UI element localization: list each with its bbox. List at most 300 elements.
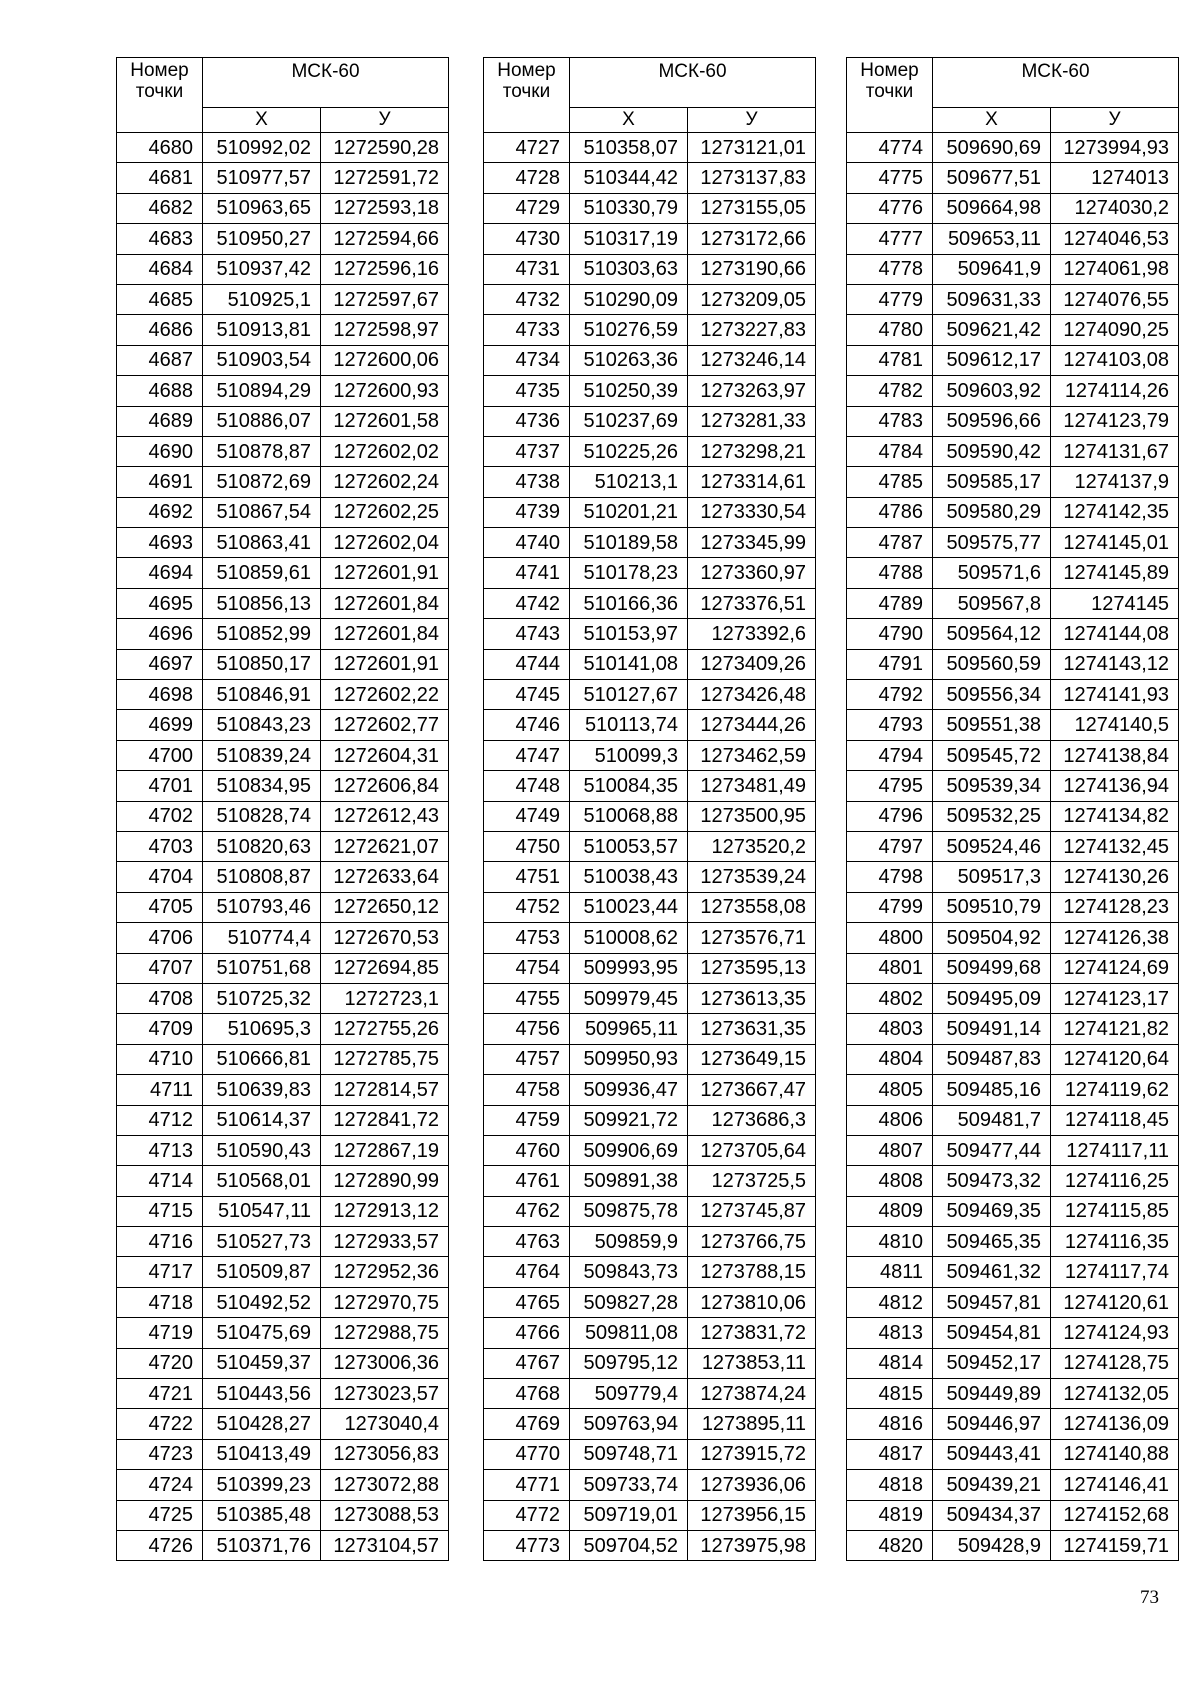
point-number-cell: 4704	[117, 862, 203, 892]
y-cell: 1274138,84	[1051, 740, 1179, 770]
x-cell: 509567,8	[933, 588, 1051, 618]
table-row	[847, 1196, 1179, 1226]
point-number-cell: 4766	[484, 1318, 570, 1348]
x-cell: 509524,46	[933, 831, 1051, 861]
y-cell: 1272633,64	[321, 862, 449, 892]
point-number-cell: 4819	[847, 1500, 933, 1530]
point-number-cell: 4813	[847, 1318, 933, 1348]
y-cell: 1273539,24	[688, 862, 816, 892]
x-cell: 509585,17	[933, 467, 1051, 497]
point-number-cell: 4680	[117, 133, 203, 163]
point-number-cell: 4688	[117, 376, 203, 406]
point-number-cell: 4762	[484, 1196, 570, 1226]
point-number-cell: 4811	[847, 1257, 933, 1287]
table-row	[484, 1348, 816, 1378]
point-number-cell: 4808	[847, 1166, 933, 1196]
y-cell: 1273595,13	[688, 953, 816, 983]
x-cell: 510725,32	[203, 983, 321, 1013]
y-cell: 1273360,97	[688, 558, 816, 588]
header-point-number	[847, 58, 933, 133]
y-cell: 1272867,19	[321, 1135, 449, 1165]
table-row	[117, 376, 449, 406]
x-cell: 509993,95	[570, 953, 688, 983]
table-row	[484, 376, 816, 406]
point-number-cell: 4747	[484, 740, 570, 770]
table-row	[117, 1105, 449, 1135]
point-number-cell: 4763	[484, 1227, 570, 1257]
point-number-cell: 4779	[847, 284, 933, 314]
table-row	[117, 254, 449, 284]
x-cell: 509545,72	[933, 740, 1051, 770]
y-cell: 1273227,83	[688, 315, 816, 345]
table-row	[847, 558, 1179, 588]
point-number-cell: 4689	[117, 406, 203, 436]
point-number-cell: 4735	[484, 376, 570, 406]
table-row	[847, 831, 1179, 861]
point-number-cell: 4806	[847, 1105, 933, 1135]
point-number-cell: 4783	[847, 406, 933, 436]
x-cell: 509979,45	[570, 983, 688, 1013]
point-number-cell: 4792	[847, 680, 933, 710]
point-number-cell: 4683	[117, 224, 203, 254]
page-number: 73	[1140, 1587, 1159, 1608]
table-row	[484, 558, 816, 588]
x-cell: 509556,34	[933, 680, 1051, 710]
table-row	[117, 801, 449, 831]
x-cell: 510639,83	[203, 1075, 321, 1105]
x-cell: 509449,89	[933, 1379, 1051, 1409]
y-cell: 1273345,99	[688, 528, 816, 558]
y-cell: 1272602,22	[321, 680, 449, 710]
table-row	[484, 953, 816, 983]
y-cell: 1273766,75	[688, 1227, 816, 1257]
table-row	[847, 801, 1179, 831]
x-cell: 509446,97	[933, 1409, 1051, 1439]
table-row	[484, 1470, 816, 1500]
x-cell: 510303,63	[570, 254, 688, 284]
point-number-cell: 4710	[117, 1044, 203, 1074]
y-cell: 1273788,15	[688, 1257, 816, 1287]
y-cell: 1273462,59	[688, 740, 816, 770]
point-number-cell: 4696	[117, 619, 203, 649]
y-cell: 1274142,35	[1051, 497, 1179, 527]
x-cell: 509891,38	[570, 1166, 688, 1196]
y-cell: 1273613,35	[688, 983, 816, 1013]
point-number-cell: 4722	[117, 1409, 203, 1439]
x-cell: 510808,87	[203, 862, 321, 892]
y-cell: 1272988,75	[321, 1318, 449, 1348]
point-number-cell: 4728	[484, 163, 570, 193]
table-row	[847, 406, 1179, 436]
x-cell: 509811,08	[570, 1318, 688, 1348]
x-cell: 510225,26	[570, 436, 688, 466]
x-cell: 509690,69	[933, 133, 1051, 163]
y-cell: 1273936,06	[688, 1470, 816, 1500]
x-cell: 509491,14	[933, 1014, 1051, 1044]
point-number-cell: 4736	[484, 406, 570, 436]
x-cell: 509510,79	[933, 892, 1051, 922]
table-row	[117, 1166, 449, 1196]
table-row	[847, 1014, 1179, 1044]
point-number-cell: 4756	[484, 1014, 570, 1044]
table-row	[117, 1196, 449, 1226]
x-cell: 510894,29	[203, 376, 321, 406]
point-number-cell: 4705	[117, 892, 203, 922]
y-cell: 1274140,88	[1051, 1439, 1179, 1469]
point-number-cell: 4804	[847, 1044, 933, 1074]
table-row	[117, 284, 449, 314]
header-y: У	[1051, 108, 1179, 133]
x-cell: 510913,81	[203, 315, 321, 345]
y-cell: 1272596,16	[321, 254, 449, 284]
table-row	[847, 528, 1179, 558]
table-row	[117, 649, 449, 679]
x-cell: 509564,12	[933, 619, 1051, 649]
table-row	[484, 771, 816, 801]
y-cell: 1273649,15	[688, 1044, 816, 1074]
x-cell: 509485,16	[933, 1075, 1051, 1105]
table-row	[117, 619, 449, 649]
y-cell: 1273281,33	[688, 406, 816, 436]
point-number-cell: 4707	[117, 953, 203, 983]
table-row	[484, 1318, 816, 1348]
y-cell: 1274120,64	[1051, 1044, 1179, 1074]
table-row	[117, 163, 449, 193]
table-row	[847, 1439, 1179, 1469]
x-cell: 510358,07	[570, 133, 688, 163]
y-cell: 1274076,55	[1051, 284, 1179, 314]
y-cell: 1274090,25	[1051, 315, 1179, 345]
x-cell: 509465,35	[933, 1227, 1051, 1257]
table-row	[117, 133, 449, 163]
point-number-cell: 4699	[117, 710, 203, 740]
y-cell: 1274121,82	[1051, 1014, 1179, 1044]
point-number-cell: 4684	[117, 254, 203, 284]
y-cell: 1274124,69	[1051, 953, 1179, 983]
point-number-cell: 4706	[117, 923, 203, 953]
x-cell: 510527,73	[203, 1227, 321, 1257]
point-number-cell: 4682	[117, 193, 203, 223]
table-row	[847, 1379, 1179, 1409]
point-number-cell: 4702	[117, 801, 203, 831]
table-row	[117, 406, 449, 436]
y-cell: 1274124,93	[1051, 1318, 1179, 1348]
point-number-cell: 4776	[847, 193, 933, 223]
y-cell: 1274128,75	[1051, 1348, 1179, 1378]
y-cell: 1274152,68	[1051, 1500, 1179, 1530]
x-cell: 509950,93	[570, 1044, 688, 1074]
x-cell: 510443,56	[203, 1379, 321, 1409]
x-cell: 510547,11	[203, 1196, 321, 1226]
x-cell: 509477,44	[933, 1135, 1051, 1165]
x-cell: 509517,3	[933, 862, 1051, 892]
table-row	[117, 983, 449, 1013]
point-number-cell: 4695	[117, 588, 203, 618]
point-number-cell: 4799	[847, 892, 933, 922]
x-cell: 510859,61	[203, 558, 321, 588]
table-row	[484, 710, 816, 740]
point-number-cell: 4701	[117, 771, 203, 801]
y-cell: 1272600,93	[321, 376, 449, 406]
point-number-cell: 4797	[847, 831, 933, 861]
point-number-cell: 4723	[117, 1439, 203, 1469]
y-cell: 1274117,11	[1051, 1135, 1179, 1165]
y-cell: 1274061,98	[1051, 254, 1179, 284]
point-number-cell: 4750	[484, 831, 570, 861]
table-row	[847, 923, 1179, 953]
y-cell: 1273576,71	[688, 923, 816, 953]
y-cell: 1272670,53	[321, 923, 449, 953]
y-cell: 1272597,67	[321, 284, 449, 314]
y-cell: 1272600,06	[321, 345, 449, 375]
table-row	[484, 1257, 816, 1287]
y-cell: 1273246,14	[688, 345, 816, 375]
table-row	[847, 1500, 1179, 1530]
x-cell: 510008,62	[570, 923, 688, 953]
point-number-cell: 4711	[117, 1075, 203, 1105]
point-number-cell: 4738	[484, 467, 570, 497]
x-cell: 510839,24	[203, 740, 321, 770]
table-row	[484, 528, 816, 558]
point-number-cell: 4772	[484, 1500, 570, 1530]
point-number-cell: 4681	[117, 163, 203, 193]
point-number-cell: 4742	[484, 588, 570, 618]
x-cell: 509748,71	[570, 1439, 688, 1469]
point-number-cell: 4726	[117, 1530, 203, 1560]
y-cell: 1273409,26	[688, 649, 816, 679]
table-row	[847, 953, 1179, 983]
x-cell: 510213,1	[570, 467, 688, 497]
y-cell: 1274145	[1051, 588, 1179, 618]
point-number-cell: 4708	[117, 983, 203, 1013]
point-number-cell: 4785	[847, 467, 933, 497]
point-number-cell: 4820	[847, 1530, 933, 1560]
point-number-cell: 4781	[847, 345, 933, 375]
point-number-cell: 4700	[117, 740, 203, 770]
y-cell: 1272602,25	[321, 497, 449, 527]
y-cell: 1274145,01	[1051, 528, 1179, 558]
y-cell: 1273558,08	[688, 892, 816, 922]
point-number-cell: 4764	[484, 1257, 570, 1287]
point-number-cell: 4773	[484, 1530, 570, 1560]
point-number-cell: 4805	[847, 1075, 933, 1105]
point-number-cell: 4790	[847, 619, 933, 649]
x-cell: 509936,47	[570, 1075, 688, 1105]
point-number-cell: 4720	[117, 1348, 203, 1378]
y-cell: 1273040,4	[321, 1409, 449, 1439]
table-row	[117, 1287, 449, 1317]
table-row	[117, 1257, 449, 1287]
x-cell: 509539,34	[933, 771, 1051, 801]
table-row	[484, 680, 816, 710]
table-row	[847, 588, 1179, 618]
point-number-cell: 4815	[847, 1379, 933, 1409]
y-cell: 1272602,02	[321, 436, 449, 466]
point-number-cell: 4690	[117, 436, 203, 466]
x-cell: 509795,12	[570, 1348, 688, 1378]
point-number-cell: 4816	[847, 1409, 933, 1439]
table-row	[117, 1044, 449, 1074]
table-row	[484, 649, 816, 679]
y-cell: 1272841,72	[321, 1105, 449, 1135]
x-cell: 510925,1	[203, 284, 321, 314]
x-cell: 509481,7	[933, 1105, 1051, 1135]
y-cell: 1272890,99	[321, 1166, 449, 1196]
point-number-cell: 4784	[847, 436, 933, 466]
point-number-cell: 4770	[484, 1439, 570, 1469]
table-row	[484, 1166, 816, 1196]
y-cell: 1273137,83	[688, 163, 816, 193]
point-number-cell: 4693	[117, 528, 203, 558]
y-cell: 1273853,11	[688, 1348, 816, 1378]
y-cell: 1274120,61	[1051, 1287, 1179, 1317]
y-cell: 1273895,11	[688, 1409, 816, 1439]
table-row	[847, 1470, 1179, 1500]
x-cell: 510084,35	[570, 771, 688, 801]
x-cell: 510666,81	[203, 1044, 321, 1074]
table-row	[117, 1227, 449, 1257]
table-row	[847, 254, 1179, 284]
table-row	[484, 1439, 816, 1469]
table-row	[117, 862, 449, 892]
x-cell: 510276,59	[570, 315, 688, 345]
point-number-cell: 4801	[847, 953, 933, 983]
x-cell: 510385,48	[203, 1500, 321, 1530]
point-number-cell: 4793	[847, 710, 933, 740]
x-cell: 510872,69	[203, 467, 321, 497]
coordinates-table-1	[116, 57, 449, 1561]
y-cell: 1273810,06	[688, 1287, 816, 1317]
x-cell: 509859,9	[570, 1227, 688, 1257]
point-number-cell: 4812	[847, 1287, 933, 1317]
point-number-cell: 4709	[117, 1014, 203, 1044]
x-cell: 510237,69	[570, 406, 688, 436]
table-row	[117, 771, 449, 801]
y-cell: 1273263,97	[688, 376, 816, 406]
table-row	[484, 1105, 816, 1135]
point-number-cell: 4733	[484, 315, 570, 345]
y-cell: 1274123,17	[1051, 983, 1179, 1013]
header-msk: МСК-60	[570, 58, 816, 108]
x-cell: 510846,91	[203, 680, 321, 710]
table-row	[117, 193, 449, 223]
x-cell: 510099,3	[570, 740, 688, 770]
y-cell: 1274115,85	[1051, 1196, 1179, 1226]
table-row	[847, 1227, 1179, 1257]
x-cell: 510399,23	[203, 1470, 321, 1500]
x-cell: 510828,74	[203, 801, 321, 831]
x-cell: 510330,79	[570, 193, 688, 223]
table-row	[484, 1379, 816, 1409]
table-row	[484, 497, 816, 527]
table-row	[117, 740, 449, 770]
point-number-cell: 4743	[484, 619, 570, 649]
point-number-cell: 4692	[117, 497, 203, 527]
table-row	[117, 315, 449, 345]
header-x: Х	[933, 108, 1051, 133]
x-cell: 510263,36	[570, 345, 688, 375]
table-row	[484, 163, 816, 193]
header-point-number	[117, 58, 203, 133]
x-cell: 509575,77	[933, 528, 1051, 558]
y-cell: 1274013	[1051, 163, 1179, 193]
table-row	[484, 1500, 816, 1530]
y-cell: 1272602,77	[321, 710, 449, 740]
y-cell: 1273631,35	[688, 1014, 816, 1044]
point-number-cell: 4757	[484, 1044, 570, 1074]
table-row	[117, 831, 449, 861]
point-number-cell: 4698	[117, 680, 203, 710]
table-row	[847, 1166, 1179, 1196]
point-number-cell: 4731	[484, 254, 570, 284]
y-cell: 1272621,07	[321, 831, 449, 861]
x-cell: 510867,54	[203, 497, 321, 527]
table-row	[847, 1409, 1179, 1439]
y-cell: 1274114,26	[1051, 376, 1179, 406]
point-number-cell: 4765	[484, 1287, 570, 1317]
point-number-cell: 4767	[484, 1348, 570, 1378]
x-cell: 510509,87	[203, 1257, 321, 1287]
x-cell: 510068,88	[570, 801, 688, 831]
y-cell: 1272598,97	[321, 315, 449, 345]
x-cell: 510153,97	[570, 619, 688, 649]
point-number-cell: 4774	[847, 133, 933, 163]
y-cell: 1273915,72	[688, 1439, 816, 1469]
x-cell: 510590,43	[203, 1135, 321, 1165]
x-cell: 509719,01	[570, 1500, 688, 1530]
x-cell: 509499,68	[933, 953, 1051, 983]
table-row	[117, 1530, 449, 1560]
point-number-cell: 4753	[484, 923, 570, 953]
x-cell: 510878,87	[203, 436, 321, 466]
table-row	[847, 224, 1179, 254]
y-cell: 1273314,61	[688, 467, 816, 497]
y-cell: 1273520,2	[688, 831, 816, 861]
point-number-cell: 4800	[847, 923, 933, 953]
point-number-cell: 4729	[484, 193, 570, 223]
point-number-cell: 4768	[484, 1379, 570, 1409]
point-number-cell: 4712	[117, 1105, 203, 1135]
y-cell: 1274144,08	[1051, 619, 1179, 649]
table-row	[847, 1318, 1179, 1348]
y-cell: 1273056,83	[321, 1439, 449, 1469]
table-row	[847, 467, 1179, 497]
x-cell: 509434,37	[933, 1500, 1051, 1530]
table-row	[847, 193, 1179, 223]
table-row	[484, 801, 816, 831]
point-number-cell: 4744	[484, 649, 570, 679]
point-number-cell: 4787	[847, 528, 933, 558]
x-cell: 510977,57	[203, 163, 321, 193]
point-number-cell: 4715	[117, 1196, 203, 1226]
point-number-cell: 4758	[484, 1075, 570, 1105]
table-row	[117, 224, 449, 254]
x-cell: 509452,17	[933, 1348, 1051, 1378]
point-number-cell: 4686	[117, 315, 203, 345]
x-cell: 510695,3	[203, 1014, 321, 1044]
y-cell: 1272785,75	[321, 1044, 449, 1074]
y-cell: 1274159,71	[1051, 1530, 1179, 1560]
table-row	[847, 1530, 1179, 1560]
table-row	[847, 1044, 1179, 1074]
x-cell: 509733,74	[570, 1470, 688, 1500]
x-cell: 509631,33	[933, 284, 1051, 314]
x-cell: 509621,42	[933, 315, 1051, 345]
y-cell: 1273392,6	[688, 619, 816, 649]
x-cell: 509454,81	[933, 1318, 1051, 1348]
x-cell: 510127,67	[570, 680, 688, 710]
x-cell: 510820,63	[203, 831, 321, 861]
